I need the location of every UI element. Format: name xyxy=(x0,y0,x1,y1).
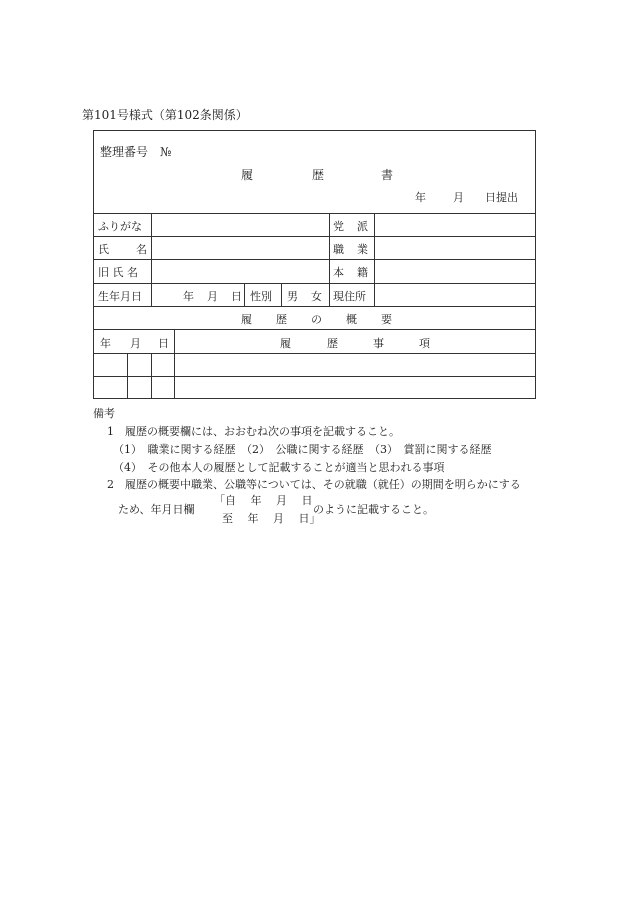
history-date-header-char: 日 xyxy=(158,337,169,350)
row-divider xyxy=(94,213,535,214)
occupation-label-char: 職 xyxy=(333,243,344,256)
number-label: 整理番号 № xyxy=(100,145,172,159)
submit-month: 月 xyxy=(453,191,464,204)
note-item-2: 2 履歴の概要中職業、公職等については、その就職（就任）の期間を明らかにする xyxy=(107,478,521,491)
bracket-to: 至 年 月 日」 xyxy=(222,512,321,525)
form-title: 第101号様式（第102条関係） xyxy=(82,108,248,122)
summary-title-char: 歴 xyxy=(276,313,287,326)
column-divider xyxy=(374,213,375,306)
gender-male: 男 xyxy=(287,290,298,303)
former-name-label: 旧 氏 名 xyxy=(98,266,138,279)
summary-title-char: 要 xyxy=(381,313,392,326)
doc-title-char: 歴 xyxy=(312,168,325,182)
history-date-header-char: 年 xyxy=(100,337,111,350)
name-label-char: 名 xyxy=(136,243,147,256)
row-divider xyxy=(94,306,535,307)
birthdate-label: 生年月日 xyxy=(98,290,142,303)
gender-label: 性別 xyxy=(250,290,272,303)
column-divider xyxy=(151,353,152,398)
column-divider xyxy=(174,329,175,398)
summary-title-char: 概 xyxy=(346,313,357,326)
party-label-char: 党 xyxy=(333,220,344,233)
submit-year: 年 xyxy=(415,191,426,204)
history-item-header-char: 事 xyxy=(373,337,384,350)
domicile-label-char: 籍 xyxy=(357,266,368,279)
party-label-char: 派 xyxy=(357,220,368,233)
summary-title-char: 履 xyxy=(241,313,252,326)
row-divider xyxy=(94,376,535,377)
note-item-2-cont-b: のように記載すること。 xyxy=(313,503,434,516)
birth-year-unit: 年 xyxy=(183,290,194,303)
gender-female: 女 xyxy=(311,290,322,303)
name-label-char: 氏 xyxy=(98,243,109,256)
row-divider xyxy=(94,329,535,330)
domicile-label-char: 本 xyxy=(333,266,344,279)
doc-title-char: 書 xyxy=(381,168,394,182)
birth-month-unit: 月 xyxy=(207,290,218,303)
column-divider xyxy=(281,283,282,306)
furigana-label: ふりがな xyxy=(98,220,142,233)
column-divider xyxy=(329,213,330,306)
note-item-2-cont-a: ため、年月日欄 xyxy=(118,503,195,516)
column-divider xyxy=(151,213,152,306)
history-item-header-char: 項 xyxy=(419,337,430,350)
history-date-header-char: 月 xyxy=(130,337,141,350)
doc-title-char: 履 xyxy=(241,168,254,182)
address-label: 現住所 xyxy=(333,290,366,303)
row-divider xyxy=(94,283,535,284)
submit-day: 日提出 xyxy=(485,191,518,204)
bracket-from: 「自 年 月 日 xyxy=(214,494,313,507)
row-divider xyxy=(94,259,535,260)
notes-heading: 備考 xyxy=(93,407,115,420)
column-divider xyxy=(127,353,128,398)
row-divider xyxy=(94,236,535,237)
history-item-header-char: 歴 xyxy=(327,337,338,350)
occupation-label-char: 業 xyxy=(357,243,368,256)
summary-title-char: の xyxy=(311,313,322,326)
history-item-header-char: 履 xyxy=(280,337,291,350)
column-divider xyxy=(244,283,245,306)
note-item-1-sub-1: （1） 職業に関する経歴 （2） 公職に関する経歴 （3） 賞罰に関する経歴 xyxy=(113,443,492,456)
resume-form xyxy=(93,130,536,399)
birth-day-unit: 日 xyxy=(231,290,242,303)
note-item-1: 1 履歴の概要欄には、おおむね次の事項を記載すること。 xyxy=(107,425,400,438)
row-divider xyxy=(94,353,535,354)
note-item-1-sub-2: （4） その他本人の履歴として記載することが適当と思われる事項 xyxy=(113,461,445,474)
